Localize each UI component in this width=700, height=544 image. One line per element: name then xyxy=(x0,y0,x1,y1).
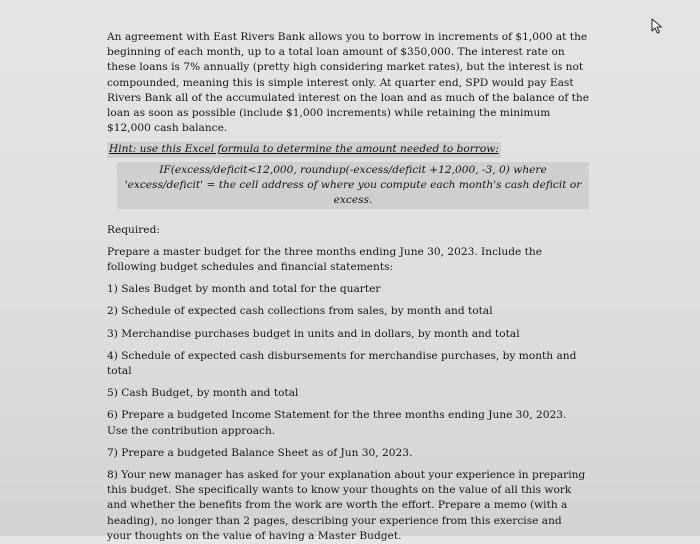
hint-label: Hint: use this Excel formula to determine the amount needed to borrow: xyxy=(107,142,501,157)
requirement-item: 1) Sales Budget by month and total for the quarter xyxy=(107,283,381,296)
loan-agreement-paragraph: An agreement with East Rivers Bank allows you to borrow in increments of $1,000 at the beginning of each month, up to a total loan amount of $350,000. The interest rate on these loans is 7% annually (pretty high considering market rates), but the interest is not compounded, meaning this is simple interest only. At quarter end, SPD would pay East Rivers Bank all of the accumulated interest on the loan and as much of the balance of the loan as soon as possible (include $1,000 increments) while retaining the minimum $12,000 cash balance. xyxy=(107,31,589,135)
requirement-item: 2) Schedule of expected cash collections from sales, by month and total xyxy=(107,305,493,318)
required-intro: Prepare a master budget for the three months ending June 30, 2023. Include the following budget schedules and financial statements: xyxy=(107,245,542,274)
requirement-item: 5) Cash Budget, by month and total xyxy=(107,387,299,400)
required-heading: Required: xyxy=(107,223,160,236)
assignment-text xyxy=(107,30,589,544)
excel-formula: IF(excess/deficit<12,000, roundup(-excess/deficit +12,000, -3, 0) where 'excess/deficit' = the cell address of where you compute each month's cash deficit or excess. xyxy=(117,162,589,209)
requirement-item: 3) Merchandise purchases budget in units and in dollars, by month and total xyxy=(107,327,520,340)
requirement-item: 8) Your new manager has asked for your explanation about your experience in preparing this budget. She specifically wants to know your thoughts on the value of all this work and whether the benefits from the work are worth the effort. Prepare a memo (with a heading), no longer than 2 pages, describing your experience from this exercise and your thoughts on the value of having a Master Budget. xyxy=(107,469,586,542)
requirements-list xyxy=(107,282,589,544)
requirement-item: 4) Schedule of expected cash disbursements for merchandise purchases, by month and total xyxy=(107,349,577,378)
requirement-item: 6) Prepare a budgeted Income Statement for the three months ending June 30, 2023. Use the contribution approach. xyxy=(107,409,567,437)
requirement-item: 7) Prepare a budgeted Balance Sheet as of Jun 30, 2023. xyxy=(107,446,413,459)
pointer-cursor-icon xyxy=(650,18,664,34)
